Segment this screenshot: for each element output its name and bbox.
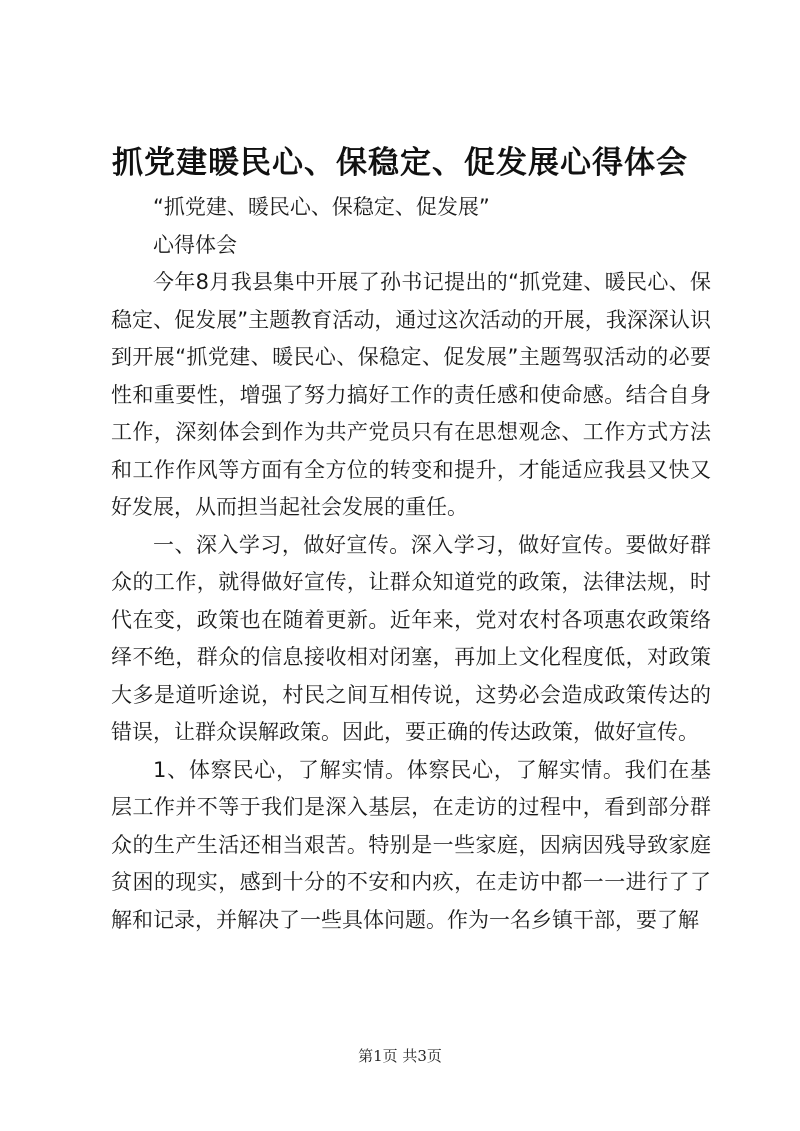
body-paragraph-section-1: 一、深入学习，做好宣传。深入学习，做好宣传。要做好群众的工作，就得做好宣传，让群众知道党的政策，法律法规，时代在变，政策也在随着更新。近年来，党对农村各项惠农政策络绎不绝，群众的信息接收相对闭塞，再加上文化程度低，对政策大多是道听途说，村民之间互相传说，这势必会造成政策传达的错误，让群众误解政策。因此，要正确的传达政策，做好宣传。 — [111, 532, 711, 744]
subtitle-line: “抓党建、暖民心、保稳定、促发展” — [153, 195, 490, 219]
body-paragraph-intro: 今年8月我县集中开展了孙书记提出的“抓党建、暖民心、保稳定、促发展”主题教育活动，通过这次活动的开展，我深深认识到开展“抓党建、暖民心、保稳定、促发展”主题驾驭活动的必要性和重要性，增强了努力搞好工作的责任感和使命感。结合自身工作，深刻体会到作为共产党员只有在思想观念、工作方式方法和工作作风等方面有全方位的转变和提升，才能适应我县又快又好发展，从而担当起社会发展的重任。 — [111, 270, 711, 519]
document-body — [111, 189, 711, 939]
body-paragraph-item-1: 1、体察民心，了解实情。体察民心，了解实情。我们在基层工作并不等于我们是深入基层，在走访的过程中，看到部分群众的生产生活还相当艰苦。特别是一些家庭，因病因残导致家庭贫困的现实，感到十分的不安和内疚，在走访中都一一进行了了解和记录，并解决了一些具体问题。作为一名乡镇干部，要了解 — [111, 757, 711, 932]
page-number-footer: 第1页 共3页 — [358, 1047, 442, 1065]
document-title: 抓党建暖民心、保稳定、促发展心得体会 — [112, 145, 688, 181]
subtitle-continuation: 心得体会 — [153, 232, 237, 257]
